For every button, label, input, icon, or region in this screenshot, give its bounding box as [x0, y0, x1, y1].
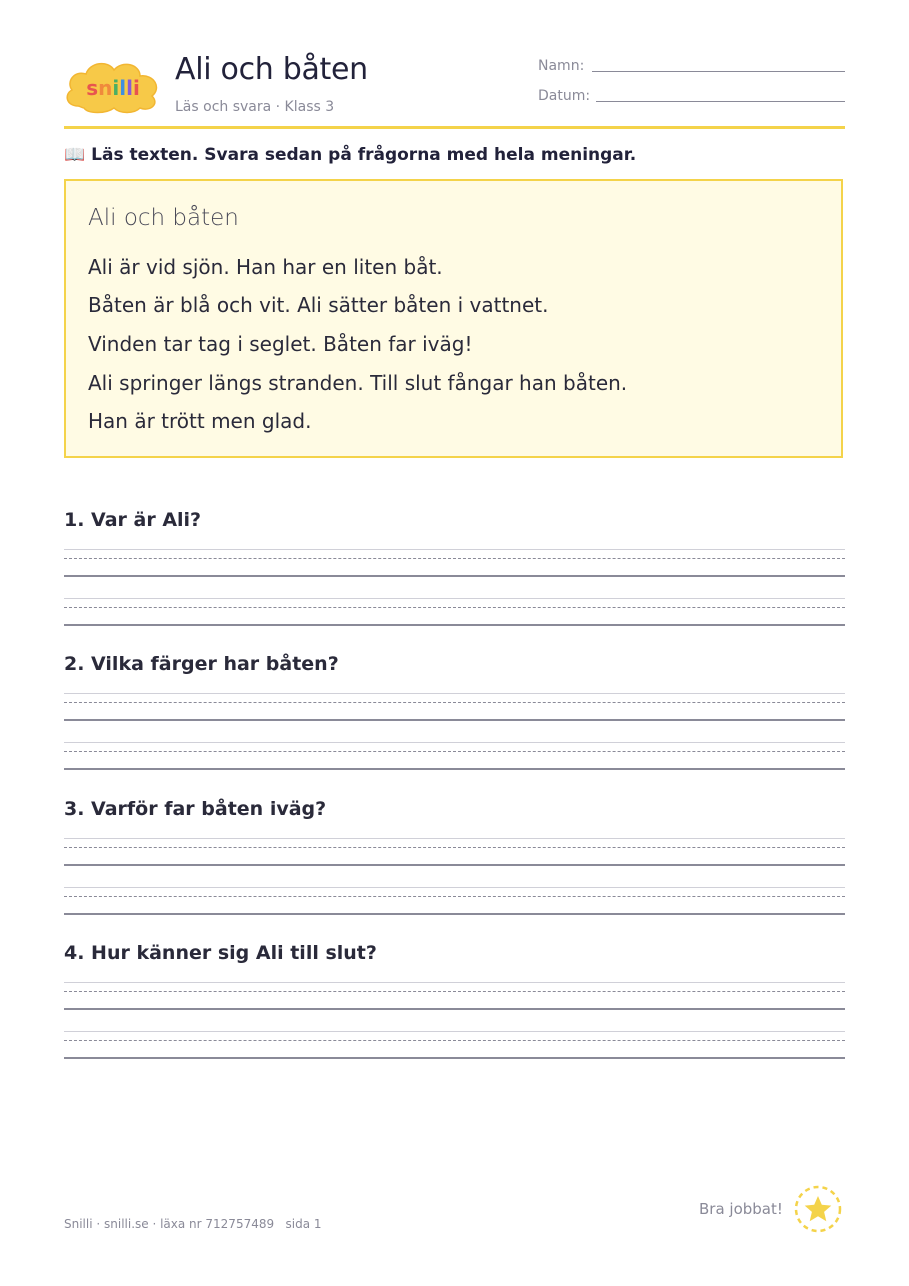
instruction-text: Läs texten. Svara sedan på frågorna med hela meningar.	[91, 145, 637, 165]
answer-line[interactable]	[64, 549, 845, 577]
answer-line[interactable]	[64, 1031, 845, 1059]
question-3	[64, 798, 845, 820]
open-book-icon: 📖	[64, 145, 86, 165]
answer-line[interactable]	[64, 887, 845, 915]
question-text: 3. Varför far båten iväg?	[64, 798, 327, 820]
question-text: 2. Vilka färger har båten?	[64, 653, 339, 675]
question-1	[64, 509, 845, 531]
worksheet-header	[64, 52, 845, 124]
name-field[interactable]	[538, 58, 845, 74]
page-title: Ali och båten	[175, 52, 368, 87]
page-footer: Snilli · snilli.se · läxa nr 712757489 sida 1	[64, 1217, 322, 1231]
date-line	[596, 101, 845, 102]
question-4	[64, 942, 845, 964]
page-subtitle: Läs och svara · Klass 3	[175, 99, 335, 115]
question-text: 1. Var är Ali?	[64, 509, 202, 531]
answer-line[interactable]	[64, 838, 845, 866]
reading-passage	[64, 179, 843, 458]
answer-line[interactable]	[64, 982, 845, 1010]
name-line	[592, 71, 845, 72]
name-label: Namn:	[538, 58, 585, 74]
reading-line: Vinden tar tag i seglet. Båten far iväg!	[88, 332, 473, 356]
praise-text: Bra jobbat!	[699, 1200, 783, 1218]
star-icon	[794, 1185, 842, 1233]
question-2	[64, 653, 845, 675]
question-text: 4. Hur känner sig Ali till slut?	[64, 942, 377, 964]
answer-line[interactable]	[64, 742, 845, 770]
reading-line: Båten är blå och vit. Ali sätter båten i vattnet.	[88, 293, 549, 317]
instruction	[64, 145, 636, 165]
reading-line: Ali är vid sjön. Han har en liten båt.	[88, 255, 443, 279]
reading-title: Ali och båten	[88, 205, 239, 231]
reading-line: Han är trött men glad.	[88, 409, 312, 433]
reading-line: Ali springer längs stranden. Till slut fångar han båten.	[88, 371, 628, 395]
answer-line[interactable]	[64, 693, 845, 721]
answer-line[interactable]	[64, 598, 845, 626]
svg-text:snilli: snilli	[86, 76, 140, 100]
header-divider	[64, 126, 845, 129]
date-label: Datum:	[538, 88, 591, 104]
date-field[interactable]	[538, 88, 845, 104]
snilli-logo	[64, 58, 162, 114]
